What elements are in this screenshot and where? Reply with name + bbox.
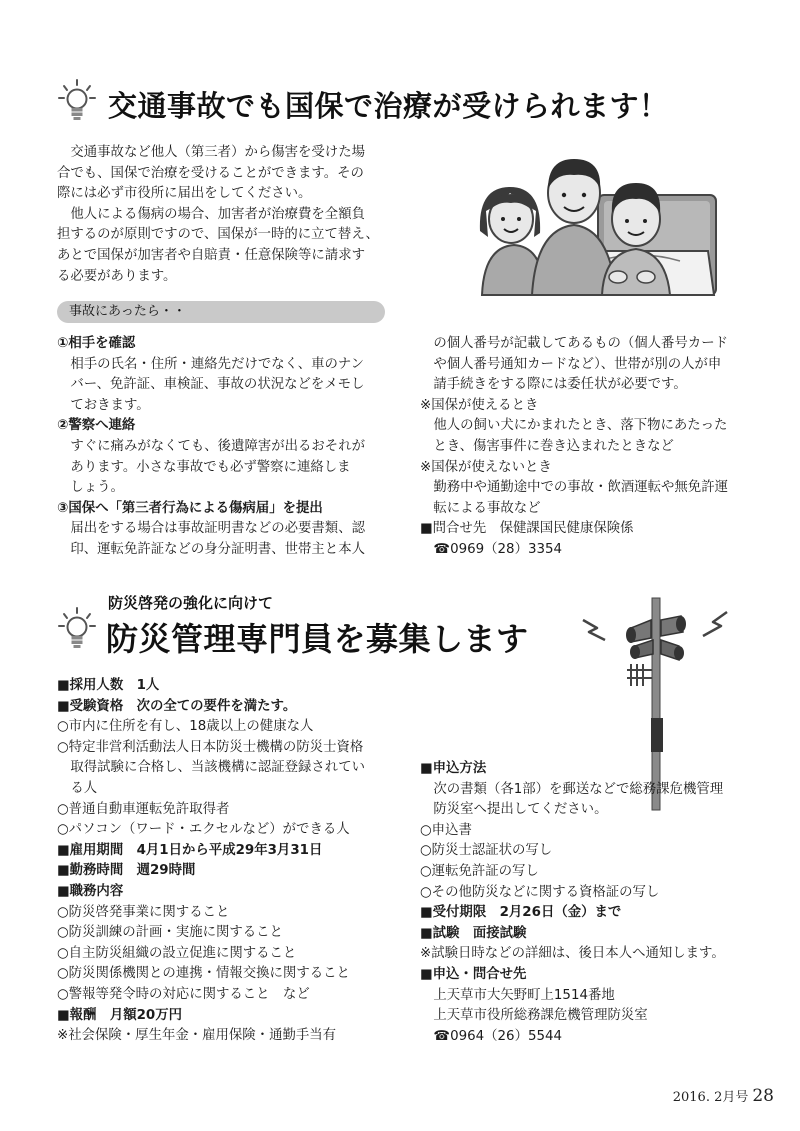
article2-left-column [57, 676, 417, 1047]
info-label: ■雇用期間 4月1日から平成29年3月31日 [57, 842, 323, 858]
intro-line: 合でも、国保で治療を受けることができます。その [57, 165, 364, 181]
issue-label: 2016. 2月号 [672, 1090, 749, 1105]
step-text: あります。小さな事故でも必ず警察に連絡しま [70, 459, 351, 475]
step-text: の個人番号が記載してあるもの（個人番号カード [433, 336, 728, 351]
note-text: 転による事故など [433, 500, 541, 516]
info-label: ■勤務時間 週29時間 [57, 863, 196, 879]
light-bulb-icon [57, 606, 97, 650]
light-bulb-icon [57, 78, 97, 122]
list-item: 次の書類（各1部）を郵送などで総務課危機管理 [433, 781, 724, 797]
note-text: 他人の飼い犬にかまれたとき、落下物にあたった [433, 418, 728, 434]
info-row [420, 903, 765, 924]
intro-line: 際には必ず市役所に届出をしてください。 [57, 186, 312, 202]
contact-office: 上天草市役所総務課危機管理防災室 [433, 1008, 648, 1024]
info-label: ■受験資格 次の全ての要件を満たす。 [57, 698, 297, 714]
list-item: ○運転免許証の写し [420, 863, 539, 879]
intro-line: 担するのが原則ですので、国保が一時的に立て替え、 [57, 227, 379, 243]
article1-right-column [420, 334, 765, 561]
info-heading: ■申込方法 [420, 761, 487, 776]
note-heading: ※国保が使えるとき [420, 397, 539, 413]
list-item: ○市内に住所を有し、18歳以上の健康な人 [57, 719, 314, 735]
step-heading: ③国保へ「第三者行為による傷病届」を提出 [57, 500, 323, 516]
step-text: や個人番号通知カードなど）、世帯が別の人が申 [433, 356, 722, 372]
step-text: 請手続きをする際には委任状が必要です。 [433, 377, 687, 393]
section-tag: 事故にあったら・・ [57, 301, 385, 323]
article2-title: 防災管理専門員を募集します [106, 620, 529, 658]
info-label: ■採用人数 1人 [57, 678, 160, 693]
contact-phone: ☎0969（28）3354 [433, 541, 563, 557]
info-label: ■報酬 月額20万円 [57, 1007, 183, 1023]
info-label: ■受付期限 2月26日（金）まで [420, 905, 622, 921]
info-row [420, 924, 765, 945]
list-item: ○防災関係機関との連携・情報交換に関すること [57, 966, 350, 982]
list-item: ○自主防災組織の設立促進に関すること [57, 945, 297, 961]
step-text: バー、免許証、車検証、事故の状況などをメモし [70, 377, 365, 393]
family-hospital-illustration [470, 153, 722, 301]
list-item: 取得試験に合格し、当該機構に認証登録されてい [70, 760, 365, 776]
step-heading: ②警察へ連絡 [57, 418, 136, 434]
list-item: ※試験日時などの詳細は、後日本人へ通知します。 [420, 946, 725, 962]
intro-line: 交通事故など他人（第三者）から傷害を受けた場 [70, 145, 365, 160]
intro-line: あとで国保が加害者や自賠責・任意保険等に請求す [57, 247, 365, 263]
page-number: 28 [752, 1086, 774, 1106]
article1-left-column [57, 334, 402, 561]
page-footer [673, 1086, 774, 1106]
contact-heading: ■問合せ先 保健課国民健康保険係 [420, 521, 634, 537]
list-item: ○パソコン（ワード・エクセルなど）ができる人 [57, 822, 350, 838]
info-row [57, 861, 417, 882]
info-row [57, 676, 417, 697]
info-heading: ■職務内容 [57, 883, 124, 899]
list-item: ○防災啓発事業に関すること [57, 904, 230, 920]
article2-subtitle: 防災啓発の強化に向けて [108, 594, 274, 612]
list-item: ○特定非営利活動法人日本防災士機構の防災士資格 [57, 739, 364, 755]
list-item: ○普通自動車運転免許取得者 [57, 801, 230, 817]
step-text: ておきます。 [70, 397, 150, 413]
article1-title: 交通事故でも国保で治療が受けられます！ [108, 89, 669, 123]
step-heading: ①相手を確認 [57, 336, 136, 351]
info-label: ■試験 面接試験 [420, 925, 527, 941]
step-text: 相手の氏名・住所・連絡先だけでなく、車のナン [70, 356, 365, 372]
list-item: ○警報等発令時の対応に関すること など [57, 986, 310, 1002]
note-heading: ※国保が使えないとき [420, 459, 552, 475]
contact-address: 上天草市大矢野町上1514番地 [433, 987, 615, 1003]
note-text: 勤務中や通勤途中での事故・飲酒運転や無免許運 [433, 480, 728, 496]
step-text: 届出をする場合は事故証明書などの必要書類、認 [70, 521, 365, 537]
info-heading: ■申込・問合せ先 [420, 966, 527, 982]
article1-intro [57, 143, 397, 287]
article2-right-column [420, 759, 765, 1047]
list-item: る人 [70, 780, 98, 796]
intro-line: る必要があります。 [57, 268, 177, 284]
intro-line: 他人による傷病の場合、加害者が治療費を全額負 [70, 206, 365, 222]
info-row [57, 697, 417, 718]
list-item: ○申込書 [420, 822, 472, 838]
note-text: とき、傷害事件に巻き込まれたときなど [433, 438, 674, 454]
contact-phone: ☎0964（26）5544 [433, 1028, 563, 1044]
step-text: しょう。 [70, 480, 124, 496]
step-text: すぐに痛みがなくても、後遺障害が出るおそれが [70, 438, 365, 454]
list-item: ○防災訓練の計画・実施に関すること [57, 925, 283, 941]
list-item: ○防災士認証状の写し [420, 843, 553, 859]
list-item: ※社会保険・厚生年金・雇用保険・通勤手当有 [57, 1028, 337, 1044]
list-item: ○その他防災などに関する資格証の写し [420, 884, 660, 900]
step-text: 印、運転免許証などの身分証明書、世帯主と本人 [70, 541, 365, 557]
info-row [57, 1006, 417, 1027]
info-row [57, 841, 417, 862]
list-item: 防災室へ提出してください。 [433, 802, 608, 818]
